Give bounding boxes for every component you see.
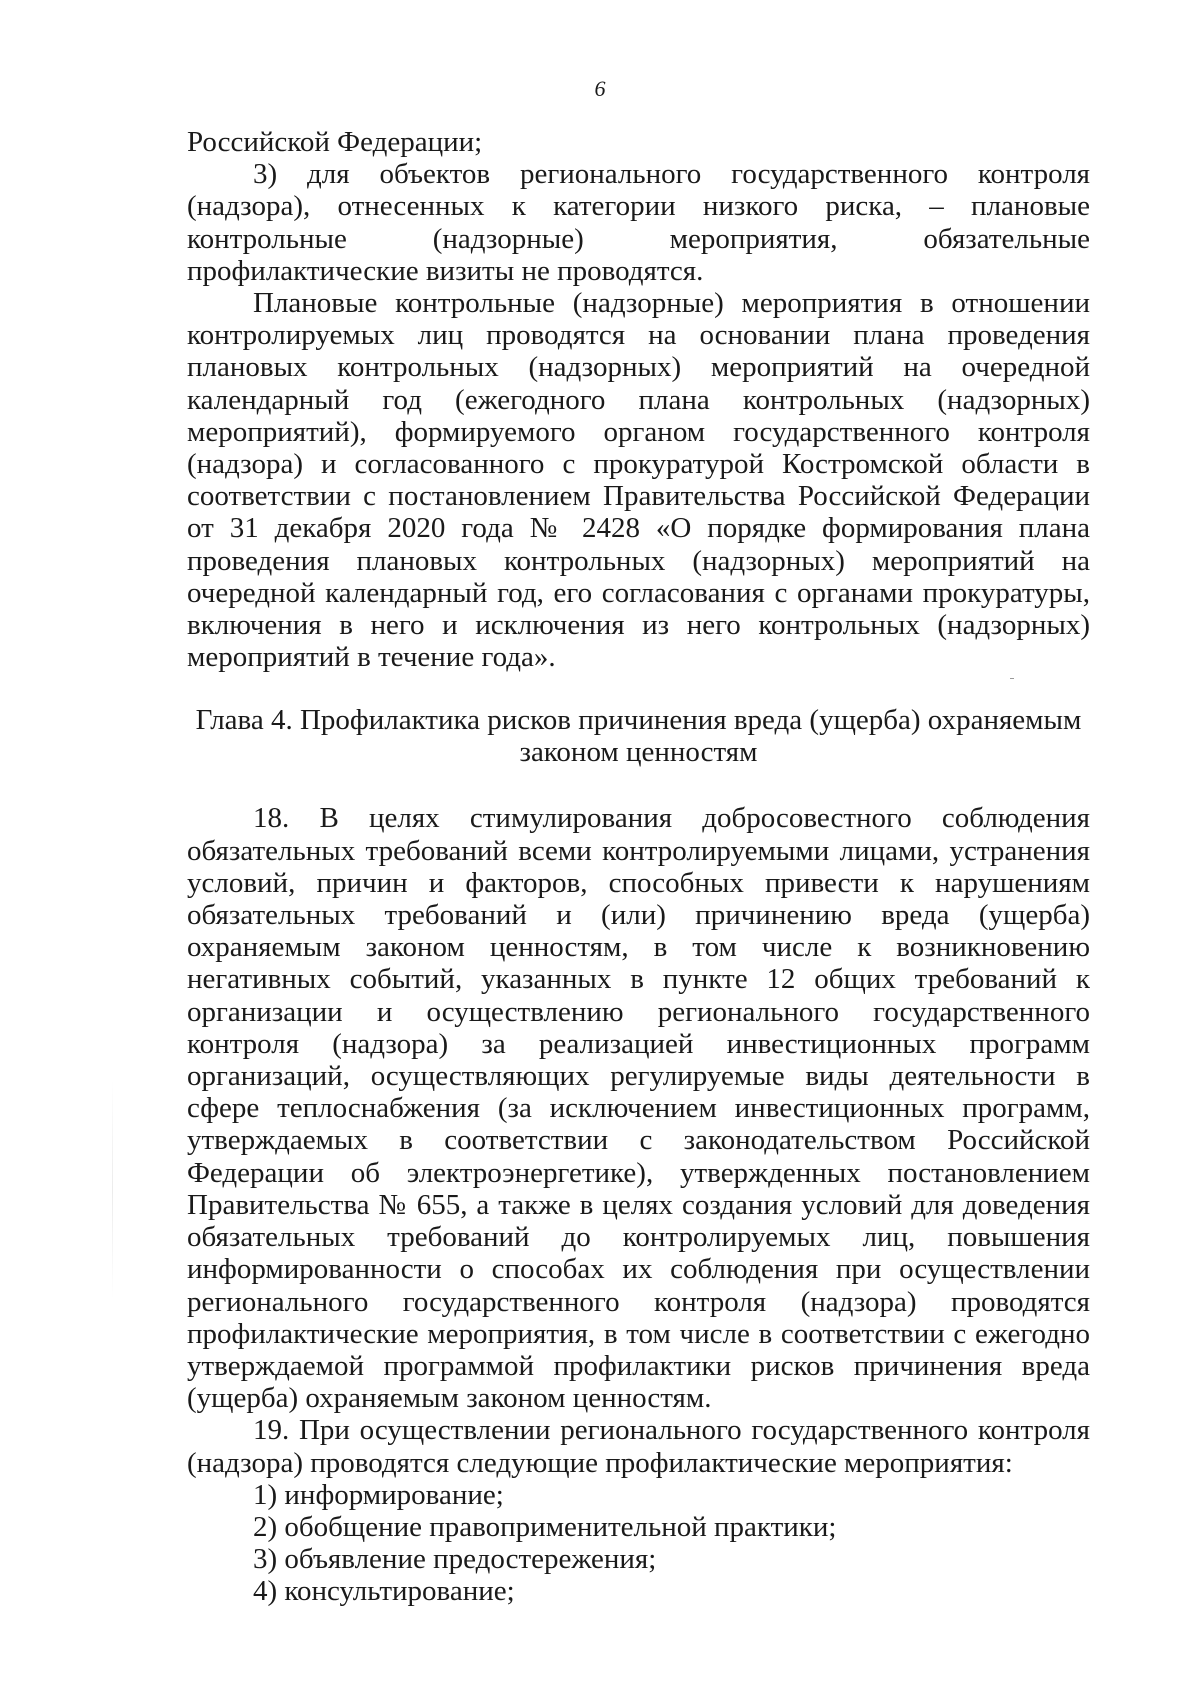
list-item: 2) обобщение правоприменительной практики; [253, 1510, 837, 1543]
measures-list [187, 1479, 1090, 1608]
planned-measures-paragraph: Плановые контрольные (надзорные) мероприятия в отношении контролируемых лиц проводятся на основании плана проведения плановых контрольных (надзорных) мероприятий на очередной календарный год (ежегодного плана контрольных (надзорных) мероприятий), формируемого органом государственного контроля (надзора) и согласованного с прокуратурой Костромской области в соответствии с постановлением Правительства Российской Федерации от 31 декабря 2020 года № 2428 «О порядке формирования плана проведения плановых контрольных (надзорных) мероприятий на очередной календарный год, его согласования с органами прокуратуры, включения в него и исключения из него контрольных (надзорных) мероприятий в течение года». [187, 287, 1090, 674]
page-number: 6 [594, 76, 606, 101]
paragraph-19: 19. При осуществлении регионального государственного контроля (надзора) проводятся следующие профилактические мероприятия: [187, 1414, 1090, 1479]
list-item: 4) консультирование; [253, 1575, 515, 1608]
list-item: 1) информирование; [253, 1478, 504, 1511]
chapter-heading [187, 704, 1090, 768]
chapter-heading-line-1: Глава 4. Профилактика рисков причинения вреда (ущерба) охраняемым [195, 704, 1082, 737]
paragraph-18: 18. В целях стимулирования добросовестного соблюдения обязательных требований всеми контролируемыми лицами, устранения условий, причин и факторов, способных привести к нарушениям обязательных требований и (или) причинению вреда (ущерба) охраняемым законом ценностям, в том числе к возникновению негативных событий, указанных в пункте 12 общих требований к организации и осуществлению регионального государственного контроля (надзора) за реализацией инвестиционных программ организаций, осуществляющих регулируемые виды деятельности в сфере теплоснабжения (за исключением инвестиционных программ, утверждаемых в соответствии с законодательством Российской Федерации об электроэнергетике), утвержденных постановлением Правительства № 655, а также в целях создания условий для доведения обязательных требований до контролируемых лиц, повышения информированности о способах их соблюдения при осуществлении регионального государственного контроля (надзора) проводятся профилактические мероприятия, в том числе в соответствии с ежегодно утверждаемой программой профилактики рисков причинения вреда (ущерба) охраняемым законом ценностям. [187, 802, 1090, 1415]
scan-shadow [112, 1080, 113, 1300]
document-body [187, 126, 1090, 1608]
list-item: 3) объявление предостережения; [253, 1543, 657, 1576]
continuation-text: Российской Федерации; [187, 126, 483, 158]
item-3-paragraph: 3) для объектов регионального государственного контроля (надзора), отнесенных к категории низкого риска, – плановые контрольные (надзорные) мероприятия, обязательные профилактические визиты не проводятся. [187, 158, 1090, 287]
scan-speck [1010, 678, 1014, 679]
chapter-heading-line-2: законом ценностям [519, 736, 758, 769]
